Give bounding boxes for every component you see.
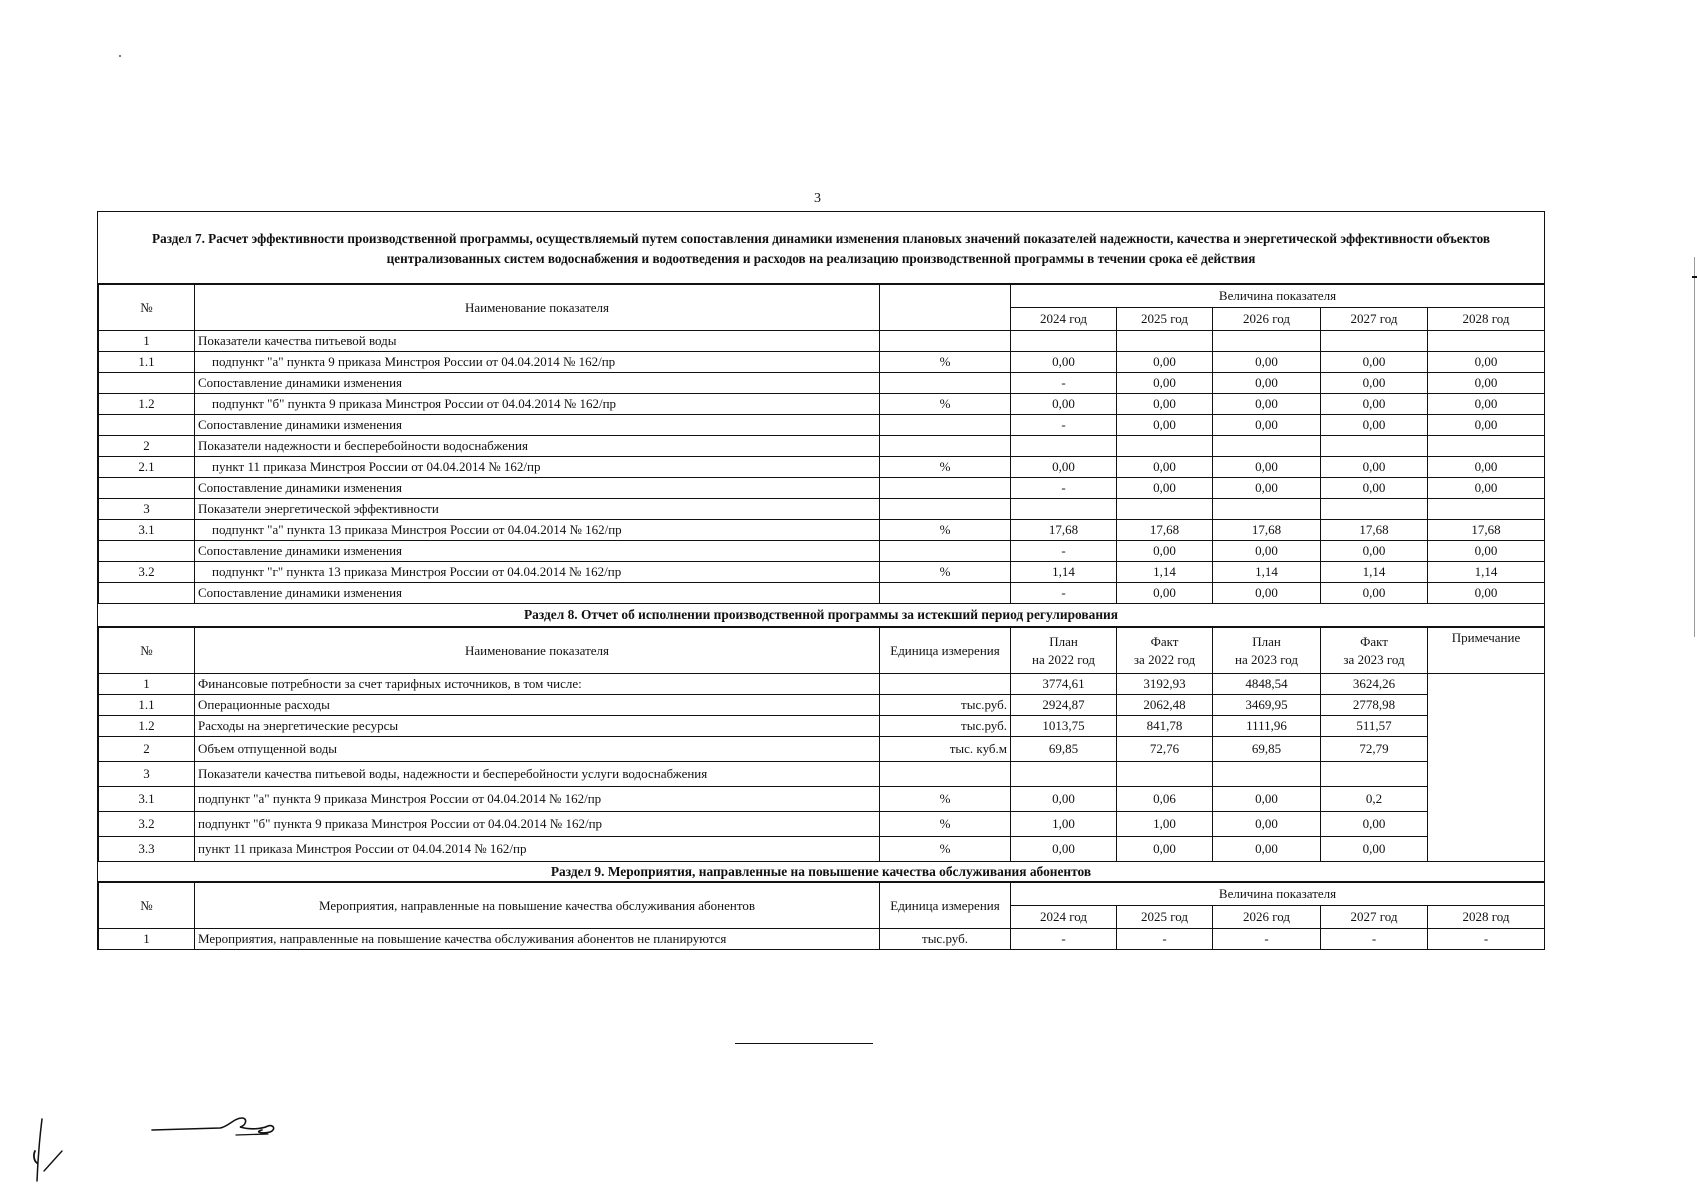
section9-title: Раздел 9. Мероприятия, направленные на повышение качества обслуживания абонентов	[98, 862, 1544, 882]
row-unit	[880, 583, 1011, 604]
table-row	[99, 541, 1545, 562]
table-row	[99, 457, 1545, 478]
row-value: 17,68	[1321, 520, 1428, 541]
section8-header-row	[99, 628, 1545, 674]
row-value: 0,00	[1428, 541, 1545, 562]
row-name: Операционные расходы	[195, 695, 880, 716]
row-value: 69,85	[1213, 737, 1321, 762]
row-unit	[880, 373, 1011, 394]
row-value: 511,57	[1321, 716, 1428, 737]
header-plan-2022	[1011, 628, 1117, 674]
row-value: 3469,95	[1213, 695, 1321, 716]
row-value: 0,00	[1428, 457, 1545, 478]
row-unit: %	[880, 562, 1011, 583]
header-value-group: Величина показателя	[1011, 883, 1545, 906]
row-unit	[880, 478, 1011, 499]
row-value	[1213, 762, 1321, 787]
table-row	[99, 716, 1545, 737]
row-value	[1011, 331, 1117, 352]
row-value: 0,00	[1321, 394, 1428, 415]
row-value: 17,68	[1011, 520, 1117, 541]
row-value: 0,00	[1321, 583, 1428, 604]
row-value: -	[1428, 929, 1545, 950]
row-value: 2062,48	[1117, 695, 1213, 716]
row-number: 1.1	[99, 352, 195, 373]
row-value: 0,00	[1213, 787, 1321, 812]
row-value: 0,00	[1321, 812, 1428, 837]
row-number: 3.3	[99, 837, 195, 862]
row-value: 2778,98	[1321, 695, 1428, 716]
row-value: 0,00	[1213, 457, 1321, 478]
header-line: за 2022 год	[1133, 651, 1196, 667]
signature-mark	[150, 1108, 290, 1144]
header-num: №	[99, 628, 195, 674]
row-value	[1321, 762, 1428, 787]
header-num: №	[99, 285, 195, 331]
header-unit	[880, 285, 1011, 331]
row-value: 2924,87	[1011, 695, 1117, 716]
row-name: подпункт "а" пункта 13 приказа Минстроя России от 04.04.2014 № 162/пр	[195, 520, 880, 541]
row-number: 1.2	[99, 394, 195, 415]
row-value: 0,00	[1213, 812, 1321, 837]
row-number	[99, 373, 195, 394]
row-value: 0,00	[1117, 478, 1213, 499]
page-number: 3	[814, 191, 821, 206]
row-value: 0,00	[1321, 352, 1428, 373]
header-unit: Единица измерения	[880, 628, 1011, 674]
row-value: 0,00	[1213, 837, 1321, 862]
row-name: подпункт "а" пункта 9 приказа Минстроя России от 04.04.2014 № 162/пр	[195, 787, 880, 812]
row-unit	[880, 331, 1011, 352]
row-number	[99, 583, 195, 604]
row-value: 0,00	[1117, 541, 1213, 562]
row-name: пункт 11 приказа Минстроя России от 04.04.2014 № 162/пр	[195, 457, 880, 478]
footer-rule	[735, 1043, 873, 1044]
table-row	[99, 737, 1545, 762]
row-value: 17,68	[1117, 520, 1213, 541]
row-number: 2.1	[99, 457, 195, 478]
row-value	[1321, 499, 1428, 520]
row-value: 0,00	[1213, 583, 1321, 604]
table-row	[99, 520, 1545, 541]
row-name: Сопоставление динамики изменения	[195, 478, 880, 499]
section9-header-row-1	[99, 883, 1545, 906]
table-row	[99, 436, 1545, 457]
row-value	[1117, 499, 1213, 520]
row-value	[1011, 762, 1117, 787]
row-value: 0,00	[1321, 373, 1428, 394]
header-line: Факт	[1360, 633, 1388, 649]
row-value: 1,14	[1213, 562, 1321, 583]
row-unit: %	[880, 787, 1011, 812]
row-number: 3.2	[99, 812, 195, 837]
row-value: 1,14	[1428, 562, 1545, 583]
row-value: 72,79	[1321, 737, 1428, 762]
note-cell	[1428, 674, 1545, 862]
row-value: 0,00	[1321, 837, 1428, 862]
header-year: 2026 год	[1213, 906, 1321, 929]
row-number	[99, 478, 195, 499]
row-value: -	[1321, 929, 1428, 950]
table-row	[99, 478, 1545, 499]
row-name: подпункт "б" пункта 9 приказа Минстроя России от 04.04.2014 № 162/пр	[195, 812, 880, 837]
scan-edge-line	[1694, 257, 1695, 637]
header-line: План	[1049, 633, 1078, 649]
row-number: 2	[99, 737, 195, 762]
table-row	[99, 837, 1545, 862]
scan-speck	[119, 55, 121, 57]
row-value: 0,00	[1213, 541, 1321, 562]
row-number: 3	[99, 499, 195, 520]
row-value: 17,68	[1213, 520, 1321, 541]
row-name: Сопоставление динамики изменения	[195, 373, 880, 394]
header-year: 2025 год	[1117, 906, 1213, 929]
row-value	[1117, 762, 1213, 787]
table-row	[99, 562, 1545, 583]
row-number: 1.2	[99, 716, 195, 737]
row-name: Сопоставление динамики изменения	[195, 541, 880, 562]
row-value: 3624,26	[1321, 674, 1428, 695]
row-value	[1213, 436, 1321, 457]
row-value: 0,00	[1011, 457, 1117, 478]
row-value: 1,00	[1011, 812, 1117, 837]
row-value: 0,00	[1321, 541, 1428, 562]
row-unit	[880, 674, 1011, 695]
row-unit: тыс.руб.	[880, 929, 1011, 950]
row-value	[1428, 499, 1545, 520]
row-value: 0,2	[1321, 787, 1428, 812]
header-name: Мероприятия, направленные на повышение качества обслуживания абонентов	[195, 883, 880, 929]
row-value: -	[1213, 929, 1321, 950]
row-unit	[880, 499, 1011, 520]
header-value-group: Величина показателя	[1011, 285, 1545, 308]
row-value: 0,00	[1213, 352, 1321, 373]
row-value: 1,14	[1011, 562, 1117, 583]
row-number: 3.1	[99, 787, 195, 812]
row-value: 1,14	[1117, 562, 1213, 583]
row-value: 841,78	[1117, 716, 1213, 737]
section7-body	[99, 331, 1545, 604]
table-row	[99, 929, 1545, 950]
row-number: 1.1	[99, 695, 195, 716]
row-value: 0,00	[1321, 478, 1428, 499]
header-year: 2026 год	[1213, 308, 1321, 331]
table-row	[99, 331, 1545, 352]
row-number: 1	[99, 929, 195, 950]
row-name: Финансовые потребности за счет тарифных источников, в том числе:	[195, 674, 880, 695]
header-name: Наименование показателя	[195, 628, 880, 674]
header-fact-2023	[1321, 628, 1428, 674]
row-name: пункт 11 приказа Минстроя России от 04.04.2014 № 162/пр	[195, 837, 880, 862]
row-value: 1111,96	[1213, 716, 1321, 737]
scan-edge-mark	[1692, 276, 1697, 278]
row-unit	[880, 762, 1011, 787]
section7-title: Раздел 7. Расчет эффективности производственной программы, осуществляемый путем сопоставления динамики изменения плановых значений показателей надежности, качества и энергетической эффективности объектов централизованных систем водоснабжения и водоотведения и расходов на реализацию производственной программы в течении срока её действия	[98, 212, 1544, 284]
row-value: 3774,61	[1011, 674, 1117, 695]
row-unit: %	[880, 394, 1011, 415]
row-name: подпункт "б" пункта 9 приказа Минстроя России от 04.04.2014 № 162/пр	[195, 394, 880, 415]
header-line: на 2023 год	[1235, 651, 1298, 667]
row-value: 0,00	[1011, 787, 1117, 812]
row-value: 0,00	[1428, 373, 1545, 394]
row-value: 0,00	[1428, 352, 1545, 373]
row-unit: %	[880, 457, 1011, 478]
header-year: 2024 год	[1011, 308, 1117, 331]
row-value	[1011, 436, 1117, 457]
row-unit: %	[880, 520, 1011, 541]
row-value: 0,06	[1117, 787, 1213, 812]
header-line: Факт	[1150, 633, 1179, 649]
row-unit: тыс.руб.	[880, 716, 1011, 737]
table-row	[99, 394, 1545, 415]
row-value: 0,00	[1117, 415, 1213, 436]
row-value: 0,00	[1011, 837, 1117, 862]
section9-body	[99, 929, 1545, 950]
row-number: 3.2	[99, 562, 195, 583]
row-name: Расходы на энергетические ресурсы	[195, 716, 880, 737]
row-value: 1013,75	[1011, 716, 1117, 737]
header-name: Наименование показателя	[195, 285, 880, 331]
row-value	[1213, 331, 1321, 352]
row-name: Мероприятия, направленные на повышение качества обслуживания абонентов не планируются	[195, 929, 880, 950]
row-value: 0,00	[1321, 457, 1428, 478]
header-year: 2024 год	[1011, 906, 1117, 929]
header-plan-2023	[1213, 628, 1321, 674]
row-value	[1213, 499, 1321, 520]
row-value: 0,00	[1213, 415, 1321, 436]
header-note: Примечание	[1428, 628, 1545, 674]
row-value: -	[1011, 929, 1117, 950]
row-value: 0,00	[1321, 415, 1428, 436]
row-name: Показатели качества питьевой воды, надежности и бесперебойности услуги водоснабжения	[195, 762, 880, 787]
row-number: 3.1	[99, 520, 195, 541]
row-value: -	[1011, 541, 1117, 562]
row-unit: тыс.руб.	[880, 695, 1011, 716]
header-num: №	[99, 883, 195, 929]
row-number: 3	[99, 762, 195, 787]
row-unit: %	[880, 837, 1011, 862]
row-number: 1	[99, 674, 195, 695]
header-fact-2022	[1117, 628, 1213, 674]
table-row	[99, 415, 1545, 436]
table-row	[99, 583, 1545, 604]
row-number	[99, 415, 195, 436]
row-value: -	[1011, 478, 1117, 499]
row-unit	[880, 415, 1011, 436]
header-year: 2027 год	[1321, 906, 1428, 929]
header-year: 2028 год	[1428, 308, 1545, 331]
table-row	[99, 373, 1545, 394]
row-value: 0,00	[1117, 394, 1213, 415]
row-name: подпункт "г" пункта 13 приказа Минстроя России от 04.04.2014 № 162/пр	[195, 562, 880, 583]
section8-title: Раздел 8. Отчет об исполнении производственной программы за истекший период регулирования	[98, 604, 1544, 627]
row-unit: %	[880, 812, 1011, 837]
row-value: 0,00	[1428, 583, 1545, 604]
row-value: 1,14	[1321, 562, 1428, 583]
row-value: 0,00	[1117, 373, 1213, 394]
header-unit: Единица измерения	[880, 883, 1011, 929]
row-value: 0,00	[1213, 478, 1321, 499]
row-value: 0,00	[1428, 415, 1545, 436]
row-value: 0,00	[1428, 394, 1545, 415]
section7-table	[98, 284, 1545, 604]
row-value: 0,00	[1213, 373, 1321, 394]
section8-table	[98, 627, 1545, 862]
row-value: 0,00	[1117, 583, 1213, 604]
row-value	[1321, 331, 1428, 352]
row-number: 1	[99, 331, 195, 352]
signature-initials	[28, 1115, 68, 1185]
row-value: 0,00	[1117, 837, 1213, 862]
row-value	[1428, 331, 1545, 352]
row-value: 69,85	[1011, 737, 1117, 762]
row-unit	[880, 436, 1011, 457]
row-value: 0,00	[1011, 394, 1117, 415]
row-number	[99, 541, 195, 562]
table-row	[99, 352, 1545, 373]
row-value: 0,00	[1011, 352, 1117, 373]
table-row	[99, 695, 1545, 716]
row-value: 0,00	[1428, 478, 1545, 499]
row-value	[1117, 436, 1213, 457]
header-line: за 2023 год	[1343, 651, 1405, 667]
row-name: Показатели качества питьевой воды	[195, 331, 880, 352]
row-name: Объем отпущенной воды	[195, 737, 880, 762]
row-value: 17,68	[1428, 520, 1545, 541]
section7-header-row-1	[99, 285, 1545, 308]
section8-body	[99, 674, 1545, 862]
row-value: 72,76	[1117, 737, 1213, 762]
row-value: -	[1011, 373, 1117, 394]
row-name: Показатели надежности и бесперебойности водоснабжения	[195, 436, 880, 457]
header-year: 2028 год	[1428, 906, 1545, 929]
row-unit: тыс. куб.м	[880, 737, 1011, 762]
header-year: 2027 год	[1321, 308, 1428, 331]
row-value	[1011, 499, 1117, 520]
row-value: 0,00	[1117, 352, 1213, 373]
table-row	[99, 787, 1545, 812]
document-table-frame	[97, 211, 1545, 950]
row-value: 1,00	[1117, 812, 1213, 837]
row-value	[1117, 331, 1213, 352]
row-unit: %	[880, 352, 1011, 373]
row-value: -	[1011, 583, 1117, 604]
row-name: Показатели энергетической эффективности	[195, 499, 880, 520]
section9-table	[98, 882, 1545, 950]
row-name: Сопоставление динамики изменения	[195, 583, 880, 604]
row-value: 4848,54	[1213, 674, 1321, 695]
row-value: 0,00	[1117, 457, 1213, 478]
table-row	[99, 499, 1545, 520]
table-row	[99, 674, 1545, 695]
row-value	[1428, 436, 1545, 457]
table-row	[99, 762, 1545, 787]
row-value: -	[1011, 415, 1117, 436]
header-line: План	[1252, 633, 1281, 649]
row-name: подпункт "а" пункта 9 приказа Минстроя России от 04.04.2014 № 162/пр	[195, 352, 880, 373]
row-name: Сопоставление динамики изменения	[195, 415, 880, 436]
row-value: 3192,93	[1117, 674, 1213, 695]
row-value: -	[1117, 929, 1213, 950]
table-row	[99, 812, 1545, 837]
header-line: на 2022 год	[1032, 651, 1095, 667]
row-value: 0,00	[1213, 394, 1321, 415]
row-number: 2	[99, 436, 195, 457]
row-value	[1321, 436, 1428, 457]
header-year: 2025 год	[1117, 308, 1213, 331]
row-unit	[880, 541, 1011, 562]
